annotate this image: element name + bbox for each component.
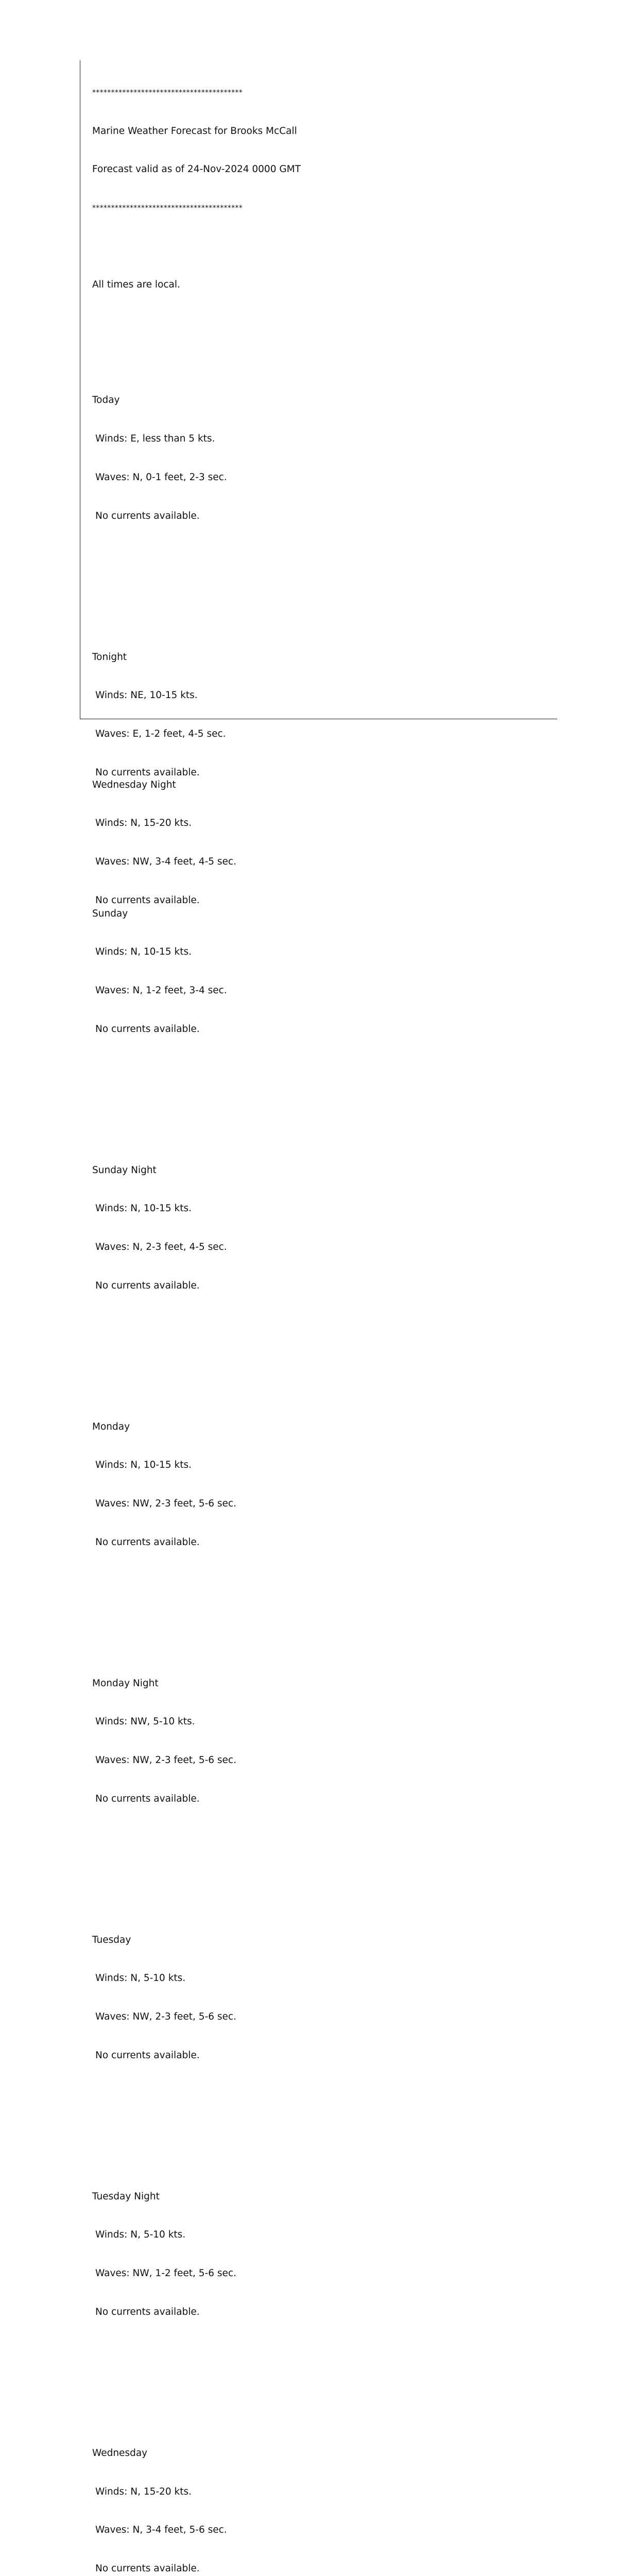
period-name: Wednesday Night	[92, 779, 176, 790]
period-winds: Winds: NW, 5-10 kts.	[95, 1716, 195, 1727]
times-note: All times are local.	[92, 279, 180, 291]
forecast-period-monday	[92, 1395, 545, 1575]
period-currents: No currents available.	[95, 767, 200, 778]
forecast-document	[92, 61, 545, 2576]
period-waves: Waves: NW, 2-3 feet, 5-6 sec.	[95, 2011, 236, 2023]
period-waves: Waves: N, 0-1 feet, 2-3 sec.	[95, 471, 227, 483]
period-winds: Winds: E, less than 5 kts.	[95, 433, 215, 445]
spacer	[92, 330, 545, 343]
period-waves: Waves: N, 3-4 feet, 5-6 sec.	[95, 2524, 227, 2536]
header-stars-top: ****************************************	[92, 88, 243, 97]
period-winds: Winds: N, 15-20 kts.	[95, 2486, 192, 2497]
period-currents: No currents available.	[95, 1793, 200, 1804]
period-winds: Winds: N, 15-20 kts.	[95, 818, 192, 829]
period-winds: Winds: N, 5-10 kts.	[95, 2229, 186, 2241]
forecast-period-wednesday-night	[92, 753, 545, 933]
period-winds: Winds: N, 10-15 kts.	[95, 1460, 192, 1471]
period-waves: Waves: N, 1-2 feet, 3-4 sec.	[95, 985, 227, 996]
spacer	[92, 1613, 545, 1626]
forecast-period-today	[92, 369, 545, 549]
forecast-period-tuesday-night	[92, 2165, 545, 2345]
period-name: Monday	[92, 1421, 130, 1432]
period-currents: No currents available.	[95, 510, 200, 521]
period-currents: No currents available.	[95, 2306, 200, 2317]
period-winds: Winds: N, 10-15 kts.	[95, 1203, 192, 1214]
period-name: Tuesday Night	[92, 2191, 160, 2202]
spacer	[92, 1100, 545, 1113]
spacer	[92, 2126, 545, 2139]
forecast-period-wednesday	[92, 2421, 545, 2576]
forecast-valid-time: Forecast valid as of 24-Nov-2024 0000 GMT	[92, 164, 301, 175]
header-stars-bottom: ****************************************	[92, 204, 243, 212]
spacer	[92, 587, 545, 600]
period-name: Tonight	[92, 651, 127, 663]
period-winds: Winds: N, 10-15 kts.	[95, 946, 192, 958]
period-name: Tuesday	[92, 1934, 131, 1945]
period-winds: Winds: NE, 10-15 kts.	[95, 690, 198, 701]
period-name: Today	[92, 395, 120, 406]
period-waves: Waves: E, 1-2 feet, 4-5 sec.	[95, 728, 226, 739]
spacer	[92, 1357, 545, 1369]
period-waves: Waves: NW, 2-3 feet, 5-6 sec.	[95, 1498, 236, 1510]
forecast-document-continued	[92, 727, 545, 945]
period-currents: No currents available.	[95, 2563, 200, 2574]
period-winds: Winds: N, 5-10 kts.	[95, 1973, 186, 1984]
spacer	[92, 2383, 545, 2396]
forecast-period-monday-night	[92, 1652, 545, 1832]
forecast-title: Marine Weather Forecast for Brooks McCall	[92, 125, 297, 137]
period-currents: No currents available.	[95, 1536, 200, 1548]
period-waves: Waves: NW, 3-4 feet, 4-5 sec.	[95, 856, 236, 868]
period-currents: No currents available.	[95, 1280, 200, 1291]
period-name: Wednesday	[92, 2447, 148, 2459]
period-currents: No currents available.	[95, 2049, 200, 2061]
forecast-period-tuesday	[92, 1908, 545, 2088]
period-waves: Waves: N, 2-3 feet, 4-5 sec.	[95, 1242, 227, 1252]
period-name: Sunday Night	[92, 1164, 157, 1176]
spacer	[92, 241, 545, 253]
forecast-period-sunday-night	[92, 1139, 545, 1318]
period-waves: Waves: NW, 1-2 feet, 5-6 sec.	[95, 2268, 236, 2279]
period-waves: Waves: NW, 2-3 feet, 5-6 sec.	[95, 1755, 236, 1766]
period-currents: No currents available.	[95, 894, 200, 906]
period-name: Sunday	[92, 908, 128, 919]
period-currents: No currents available.	[95, 1023, 200, 1035]
period-name: Monday Night	[92, 1677, 159, 1689]
spacer	[92, 1870, 545, 1883]
